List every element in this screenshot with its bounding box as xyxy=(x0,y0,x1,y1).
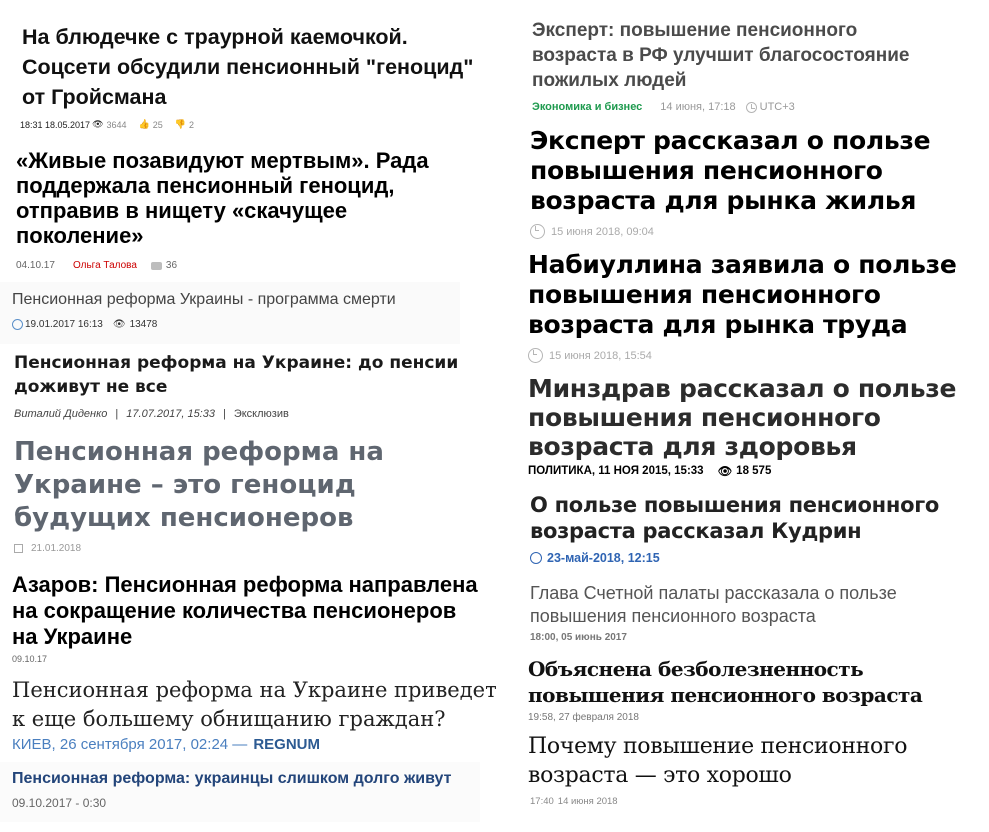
dislikes-count: 2 xyxy=(189,119,195,130)
article-meta xyxy=(12,654,47,664)
article-meta xyxy=(530,224,654,239)
article-date: 17.07.2017, 15:33 xyxy=(126,408,215,420)
article-meta xyxy=(12,319,157,330)
news-clip xyxy=(522,654,962,728)
thumbs-up-icon[interactable]: 👍 xyxy=(138,119,150,129)
place-date: КИЕВ, 26 сентября 2017, 02:24 — xyxy=(12,736,248,753)
article-meta xyxy=(12,796,106,810)
eye-icon: 👁 xyxy=(112,319,126,330)
clock-icon xyxy=(746,102,757,113)
news-clip xyxy=(522,10,952,122)
article-time: 17:40 xyxy=(530,796,554,807)
headline-link[interactable]: На блюдечке с траурной каемочкой. Соцсети обсудили пенсионный "геноцид" от Гройсмана xyxy=(22,25,474,109)
news-clip xyxy=(0,282,460,344)
headline-link[interactable]: Глава Счетной палаты рассказала о пользе повышения пенсионного возраста xyxy=(530,583,897,626)
article-meta xyxy=(532,101,795,113)
thumbs-down-icon[interactable]: 👎 xyxy=(174,119,186,129)
news-clip xyxy=(522,490,942,572)
section-link[interactable]: Эксклюзив xyxy=(233,408,289,420)
news-clip xyxy=(0,142,480,280)
clock-icon xyxy=(528,348,543,363)
headline-link[interactable]: «Живые позавидуют мертвым». Рада поддержала пенсионный геноцид, отправив в нищету «скачущее поколение» xyxy=(16,148,429,248)
news-clip xyxy=(0,0,480,138)
headline-link[interactable]: Набиуллина заявила о пользе повышения пенсионного возраста для рынка труда xyxy=(528,250,957,339)
article-meta xyxy=(530,551,660,565)
article-meta xyxy=(528,712,639,723)
article-time: 18:31 18.05.2017 xyxy=(20,119,91,130)
eye-icon: 👁 xyxy=(92,119,104,129)
views-count: 18 575 xyxy=(736,465,772,477)
article-date: 18:00, 05 июнь 2017 xyxy=(530,632,627,643)
news-clip xyxy=(0,762,480,822)
article-meta xyxy=(20,119,194,130)
article-meta xyxy=(528,464,771,478)
headline-link[interactable]: Пенсионная реформа на Украине: до пенсии доживут не все xyxy=(14,353,459,397)
clock-icon xyxy=(530,224,545,239)
comment-icon[interactable] xyxy=(151,262,162,270)
news-clip xyxy=(522,124,952,244)
headline-link[interactable]: О пользе повышения пенсионного возраста рассказал Кудрин xyxy=(530,493,939,543)
article-date: 09.10.17 xyxy=(12,654,48,664)
news-clip xyxy=(0,674,500,760)
article-date: 15 июня 2018, 09:04 xyxy=(551,225,654,238)
news-clip xyxy=(0,432,480,566)
author-link[interactable]: Ольга Талова xyxy=(72,260,137,271)
headline-link[interactable]: Минздрав рассказал о пользе повышения пенсионного возраста для здоровья xyxy=(528,374,957,461)
calendar-icon xyxy=(12,319,23,330)
clock-icon xyxy=(530,552,542,564)
article-date: 14 июня 2018 xyxy=(557,796,618,807)
news-clip xyxy=(522,578,952,650)
article-meta xyxy=(12,736,320,753)
section-link[interactable]: Экономика и бизнес xyxy=(532,101,643,113)
headline-link[interactable]: Эксперт рассказал о пользе повышения пенсионного возраста для рынка жилья xyxy=(530,126,931,215)
headline-link[interactable]: Пенсионная реформа: украинцы слишком долго живут xyxy=(12,770,452,787)
article-date: 23-май-2018, 12:15 xyxy=(547,551,660,565)
article-meta: Виталий Диденко | 17.07.2017, 15:33 | Эксклюзив xyxy=(14,408,289,420)
article-date: 04.10.17 xyxy=(16,260,55,271)
article-date: 15 июня 2018, 15:54 xyxy=(549,349,652,362)
article-date: ПОЛИТИКА, 11 НОЯ 2015, 15:33 xyxy=(528,465,704,477)
eye-icon: 👁 xyxy=(717,466,733,478)
source-link[interactable]: REGNUM xyxy=(253,736,320,753)
news-clip xyxy=(0,568,480,672)
views-count: 13478 xyxy=(129,319,158,330)
article-date: 21.01.2018 xyxy=(31,543,82,554)
headline-link[interactable]: Почему повышение пенсионного возраста — это хорошо xyxy=(528,734,908,788)
author-link[interactable]: Виталий Диденко xyxy=(14,408,108,420)
comments-count: 36 xyxy=(165,260,178,271)
likes-count: 25 xyxy=(152,119,163,130)
headline-link[interactable]: Эксперт: повышение пенсионного возраста в РФ улучшит благосостояние пожилых людей xyxy=(532,20,910,91)
article-meta xyxy=(16,260,177,271)
news-clip xyxy=(0,346,470,428)
article-meta xyxy=(530,796,618,807)
news-clip xyxy=(522,730,972,822)
article-date: 19:58, 27 февраля 2018 xyxy=(528,712,639,723)
news-clip xyxy=(522,248,982,368)
article-date: 09.10.2017 - 0:30 xyxy=(12,796,107,810)
calendar-icon xyxy=(14,544,23,553)
headline-link[interactable]: Объяснена безболезненность повышения пенсионного возраста xyxy=(528,657,923,707)
news-clip xyxy=(522,372,982,486)
headline-link[interactable]: Азаров: Пенсионная реформа направлена на сокращение количества пенсионеров на Украине xyxy=(12,572,478,649)
headline-link[interactable]: Пенсионная реформа на Украине приведет к еще большему обнищанию граждан? xyxy=(12,678,497,731)
article-meta xyxy=(14,543,81,554)
article-meta xyxy=(528,348,652,363)
article-date: 19.01.2017 16:13 xyxy=(25,319,103,330)
views-count: 3644 xyxy=(106,119,127,130)
headline-link[interactable]: Пенсионная реформа на Украине – это геноцид будущих пенсионеров xyxy=(14,437,384,533)
article-meta xyxy=(530,632,627,643)
article-date: 14 июня, 17:18 xyxy=(660,101,736,113)
headline-link[interactable]: Пенсионная реформа Украины - программа смерти xyxy=(12,291,396,308)
timezone: UTC+3 xyxy=(759,101,795,113)
